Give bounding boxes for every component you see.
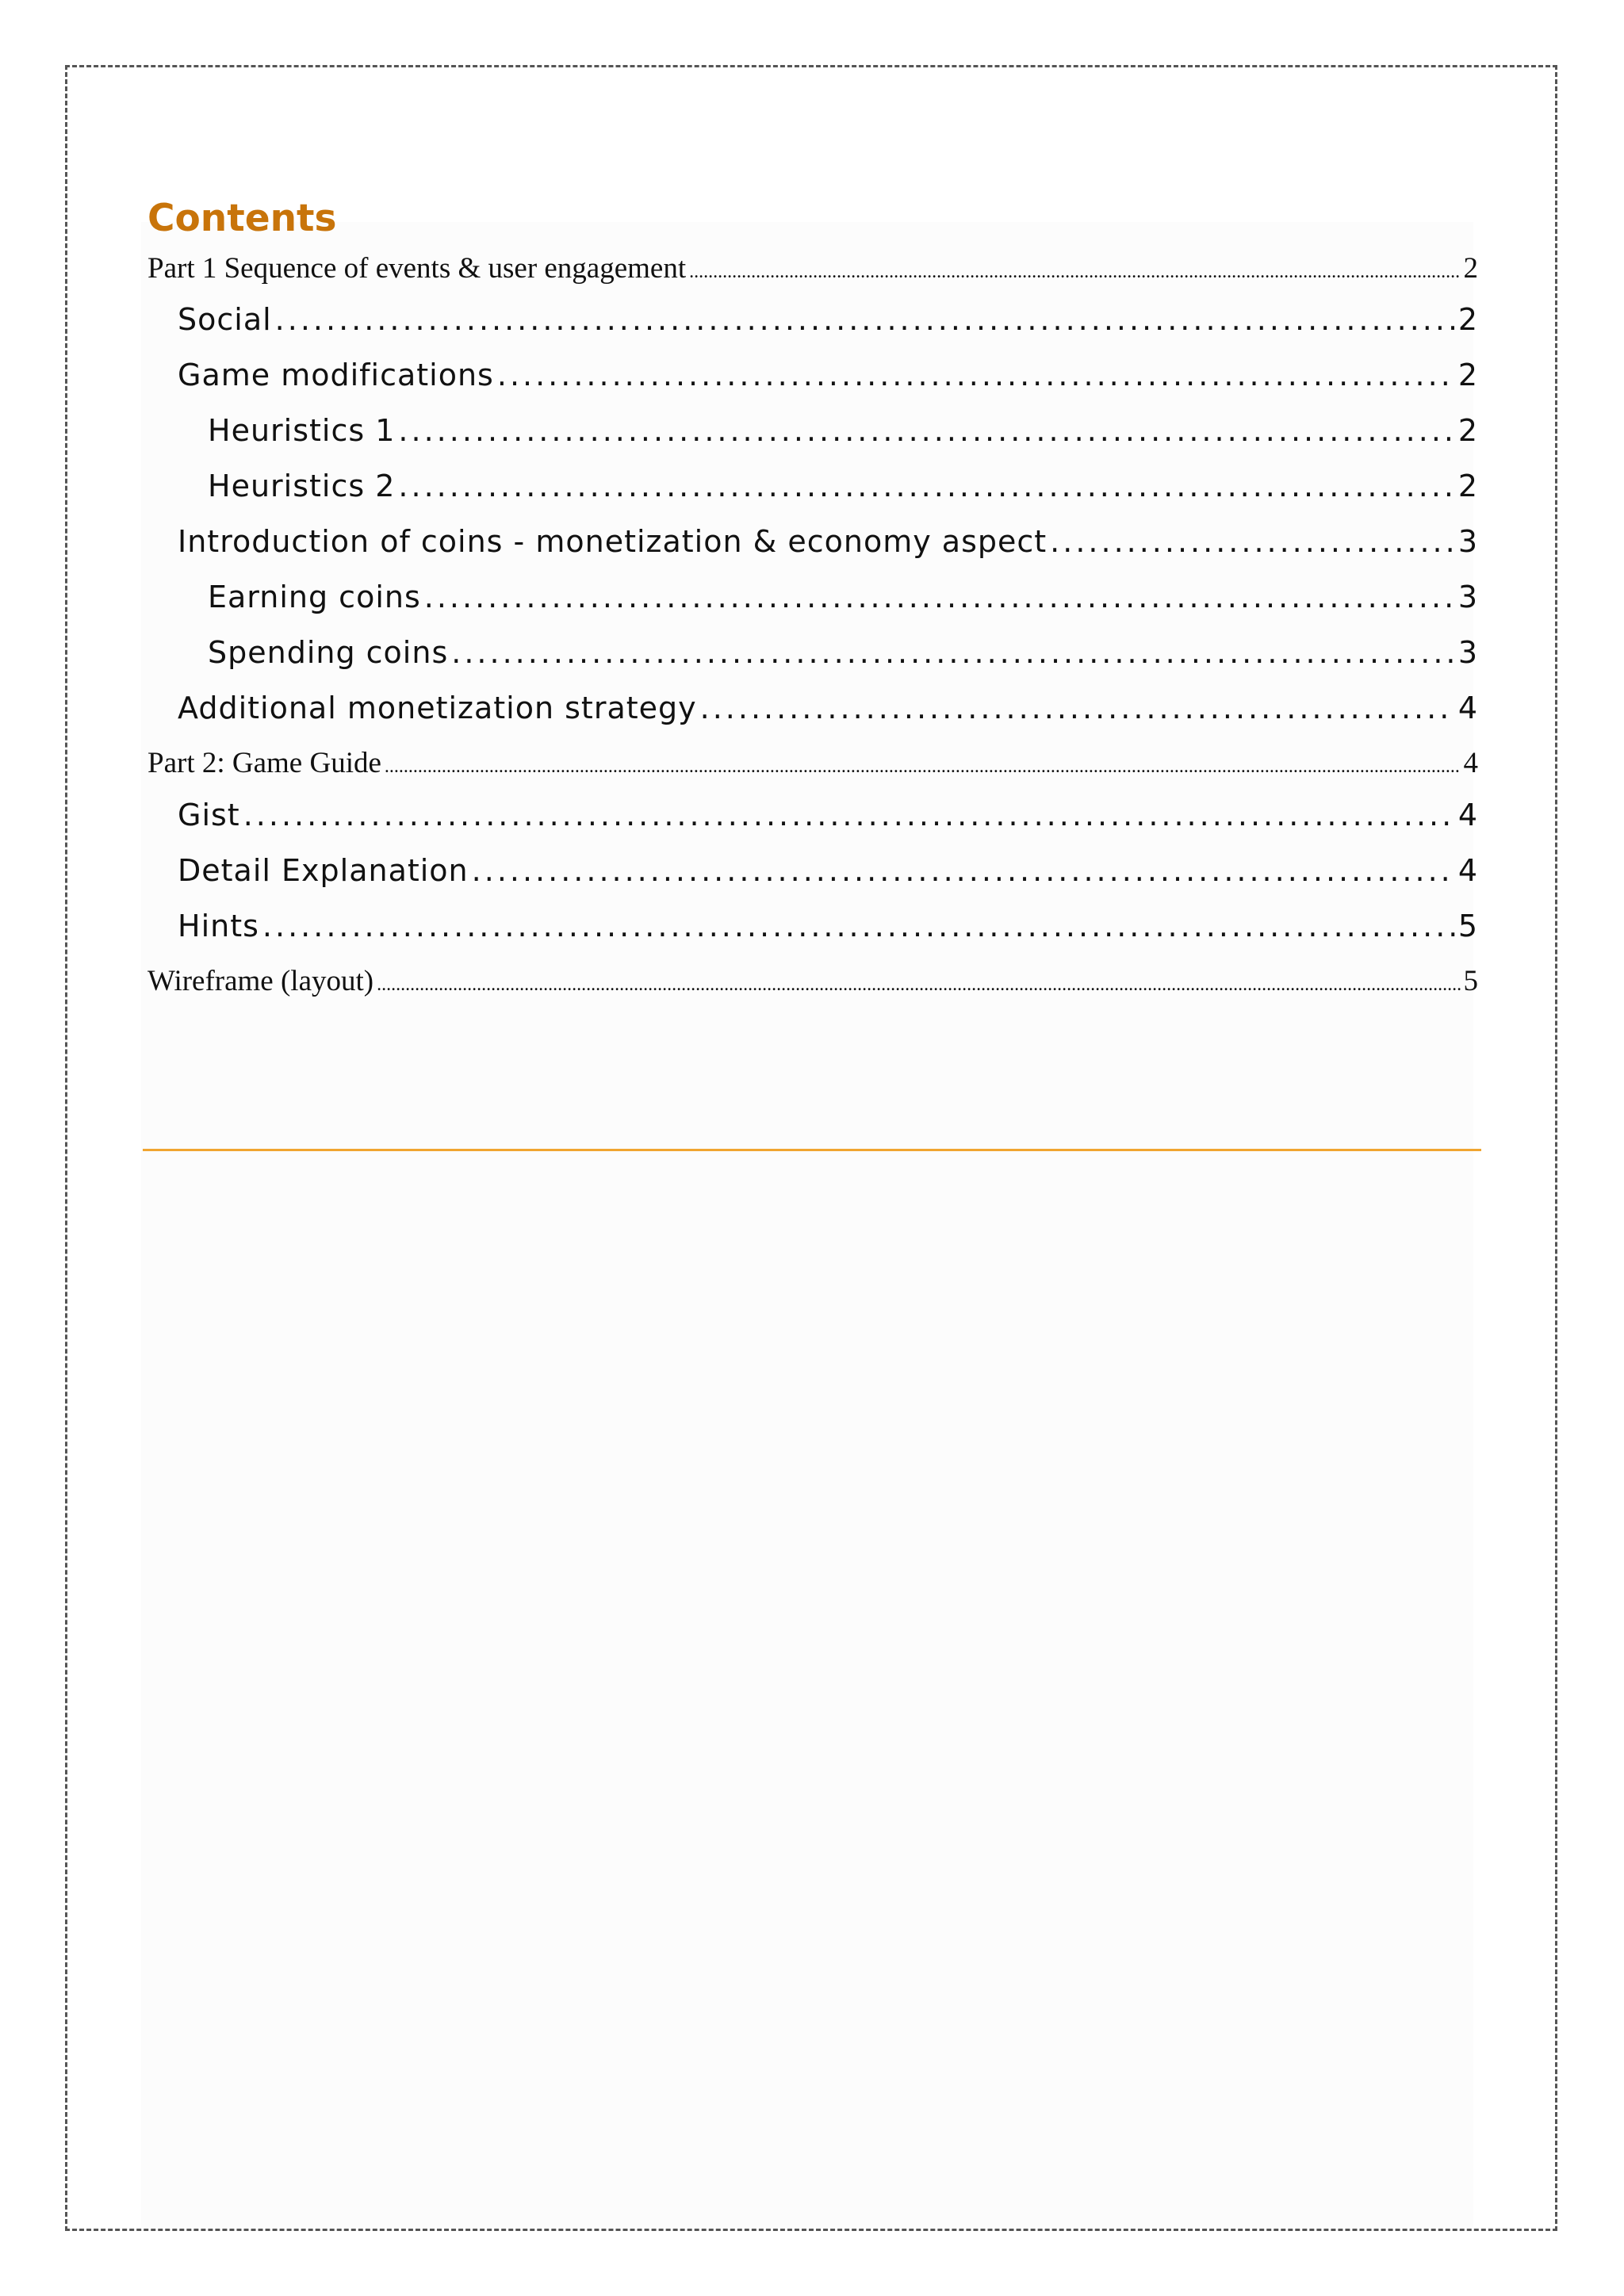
toc-page-number: 2 [1457,358,1478,392]
toc-leader-dots [377,965,1460,1004]
toc-entry-label: Hints [178,909,259,943]
toc-entry-label: Part 2: Game Guide [147,747,381,779]
toc-leader-dots [451,630,1455,675]
toc-page-number: 4 [1457,691,1478,725]
toc-entry-spending-coins[interactable] [147,630,1478,675]
toc-leader-dots [424,575,1455,619]
toc-entry-hints[interactable] [147,904,1478,948]
toc-entry-label: Wireframe (layout) [147,965,374,997]
toc-entry-label: Game modifications [178,358,494,392]
toc-entry-label: Social [178,302,272,337]
toc-page-number: 2 [1457,302,1478,337]
toc-leader-dots [262,904,1455,948]
toc-page-number: 2 [1463,252,1478,285]
toc-leader-dots [385,747,1461,786]
toc-entry-label: Additional monetization strategy [178,691,697,725]
toc-leader-dots [398,408,1454,453]
toc-entry-part-2[interactable] [147,744,1478,783]
toc-leader-dots [243,793,1455,837]
toc-entry-additional-monetization[interactable] [147,686,1478,730]
toc-page-number: 2 [1457,469,1478,503]
toc-leader-dots [497,353,1455,397]
toc-leader-dots [1050,519,1455,564]
toc-page-number: 5 [1457,909,1478,943]
toc-entry-earning-coins[interactable] [147,575,1478,619]
section-divider [143,1149,1481,1151]
table-of-contents [147,195,1478,997]
toc-entry-label: Part 1 Sequence of events & user engagement [147,252,687,285]
toc-page-number: 4 [1457,798,1478,832]
toc-entry-detail-explanation[interactable] [147,848,1478,893]
toc-entry-heuristics-2[interactable] [147,464,1478,508]
toc-entry-gist[interactable] [147,793,1478,837]
toc-leader-dots [700,686,1455,730]
toc-entry-label: Detail Explanation [178,853,469,888]
toc-leader-dots [398,464,1454,508]
toc-entry-label: Heuristics 1 [208,413,396,448]
toc-page-number: 3 [1457,635,1478,670]
toc-entry-introduction-of-coins[interactable] [147,519,1478,564]
toc-leader-dots [472,848,1455,893]
toc-entry-wireframe[interactable] [147,962,1478,1001]
toc-page-number: 3 [1457,580,1478,614]
toc-entry-label: Earning coins [208,580,421,614]
toc-page-number: 5 [1463,965,1478,997]
toc-entry-part-1[interactable] [147,249,1478,289]
toc-title: Contents [147,197,337,240]
toc-entry-game-modifications[interactable] [147,353,1478,397]
toc-entry-label: Heuristics 2 [208,469,396,503]
toc-page-number: 4 [1463,747,1478,779]
toc-leader-dots [275,297,1455,342]
toc-entry-label: Spending coins [208,635,449,670]
toc-entry-social[interactable] [147,297,1478,342]
toc-entry-heuristics-1[interactable] [147,408,1478,453]
toc-entry-label: Gist [178,798,240,832]
toc-page-number: 4 [1457,853,1478,888]
toc-page-number: 3 [1457,524,1478,559]
toc-entry-label: Introduction of coins - monetization & economy aspect [178,524,1048,559]
toc-page-number: 2 [1457,413,1478,448]
toc-leader-dots [689,252,1460,292]
